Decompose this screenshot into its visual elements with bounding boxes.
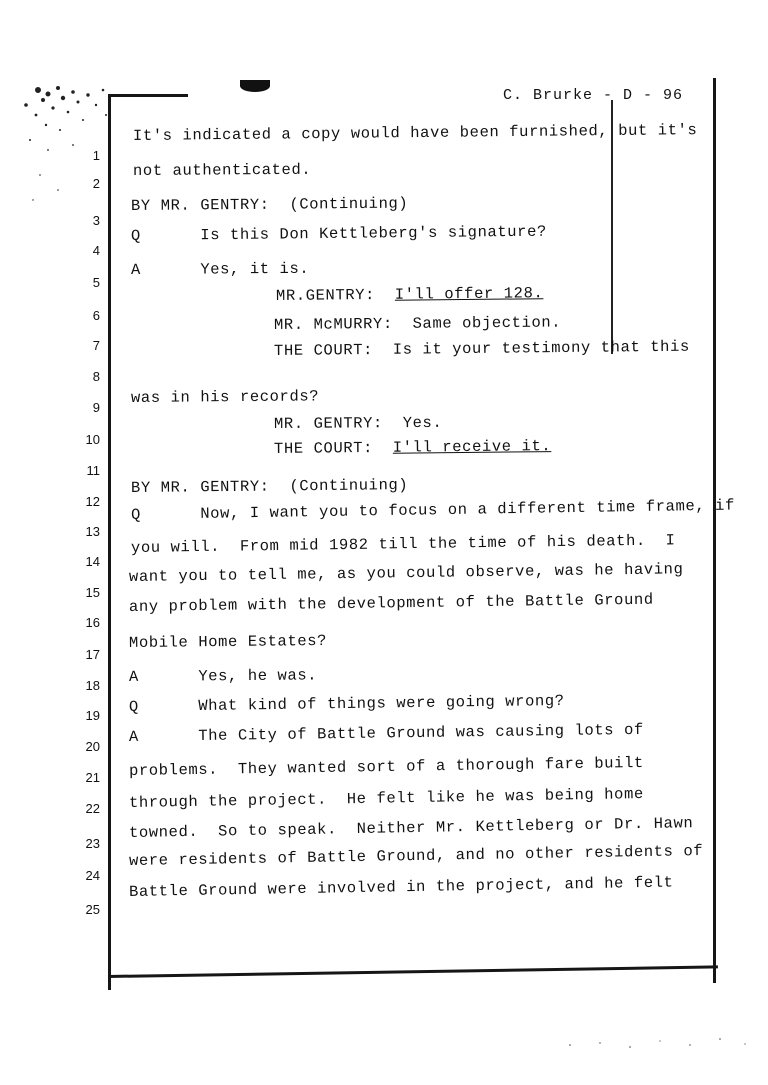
transcript-line: were residents of Battle Ground, and no other residents of	[128, 841, 704, 870]
transcript-line: problems. They wanted sort of a thorough fare built	[128, 753, 644, 780]
transcript-line: any problem with the development of the Battle Ground	[128, 590, 654, 616]
transcript-line: BY MR. GENTRY: (Continuing)	[130, 194, 409, 215]
line-number: 8	[92, 369, 100, 384]
line-number: 23	[85, 836, 100, 851]
transcript-line: towned. So to speak. Neither Mr. Kettleberg or Dr. Hawn	[128, 814, 694, 842]
line-number: 15	[85, 585, 100, 600]
transcript-line: Q Now, I want you to focus on a different time frame, if	[130, 496, 736, 524]
line-number: 25	[85, 902, 100, 917]
frame-border-right	[713, 78, 716, 983]
line-number: 24	[85, 868, 100, 883]
line-number: 21	[85, 770, 100, 785]
transcript-line: BY MR. GENTRY: (Continuing)	[130, 476, 409, 497]
line-number: 12	[85, 494, 100, 509]
frame-border-bottom	[108, 965, 718, 978]
line-number: 2	[92, 176, 100, 191]
line-number: 6	[92, 308, 100, 323]
line-number: 10	[85, 432, 100, 447]
ink-blot	[240, 80, 270, 92]
transcript-line: was in his records?	[130, 387, 320, 407]
transcript-line: THE COURT: Is it your testimony that this	[273, 337, 690, 360]
transcript-line: MR. GENTRY: Yes.	[273, 413, 443, 433]
transcript-line: THE COURT: I'll receive it.	[273, 437, 552, 458]
line-number: 18	[85, 678, 100, 693]
transcript-line: Mobile Home Estates?	[128, 631, 328, 652]
line-number: 7	[92, 338, 100, 353]
line-number: 4	[92, 243, 100, 258]
transcript-line: through the project. He felt like he was being home	[128, 785, 644, 812]
underlined-text: I'll receive it.	[392, 437, 552, 457]
line-number: 9	[92, 400, 100, 415]
transcript-line: Q Is this Don Kettleberg's signature?	[130, 222, 547, 245]
line-number: 20	[85, 739, 100, 754]
transcript-line: MR. McMURRY: Same objection.	[273, 313, 562, 334]
transcript-line: It's indicated a copy would have been furnished, but it's	[132, 121, 698, 145]
line-number: 5	[92, 275, 100, 290]
transcript-line: you will. From mid 1982 till the time of his death. I	[130, 531, 676, 557]
transcript-line: A Yes, he was.	[128, 666, 318, 686]
line-number: 3	[92, 213, 100, 228]
line-number: 16	[85, 615, 100, 630]
line-number: 1	[92, 148, 100, 163]
scan-noise-bottom	[560, 1025, 760, 1055]
frame-border-top	[108, 94, 188, 97]
transcript-line: Q What kind of things were going wrong?	[128, 691, 565, 716]
transcript-line: A Yes, it is.	[130, 259, 310, 279]
line-number: 17	[85, 647, 100, 662]
transcript-line: A The City of Battle Ground was causing lots of	[128, 720, 644, 746]
line-number: 22	[85, 801, 100, 816]
line-number: 19	[85, 708, 100, 723]
transcript-line: MR.GENTRY: I'll offer 128.	[275, 284, 544, 305]
line-number: 13	[85, 524, 100, 539]
underlined-text: I'll offer 128.	[394, 284, 544, 304]
line-number: 14	[85, 554, 100, 569]
transcript-line: want you to tell me, as you could observe, was he having	[128, 560, 684, 586]
page-header: C. Brurke - D - 96	[503, 87, 684, 104]
transcript-line: Battle Ground were involved in the project, and he felt	[128, 873, 674, 901]
line-number: 11	[86, 463, 100, 478]
transcript-line: not authenticated.	[132, 160, 312, 180]
frame-border-left	[108, 95, 111, 990]
